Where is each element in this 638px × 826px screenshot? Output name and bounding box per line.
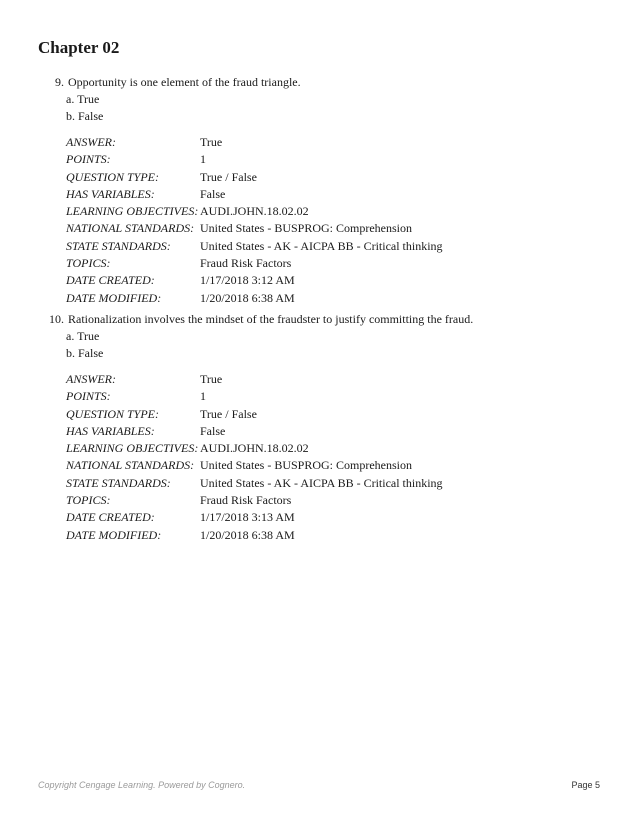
meta-row — [66, 220, 608, 237]
meta-value: Fraud Risk Factors — [200, 493, 292, 508]
question-number: 10. — [49, 312, 64, 326]
meta-value: United States - AK - AICPA BB - Critical thinking — [200, 238, 443, 253]
meta-label: POINTS: — [66, 152, 111, 167]
meta-label: STATE STANDARDS: — [66, 475, 171, 490]
meta-value: United States - AK - AICPA BB - Critical thinking — [200, 475, 443, 490]
meta-row — [66, 371, 608, 388]
meta-value: False — [200, 186, 226, 201]
meta-value: AUDI.JOHN.18.02.02 — [200, 441, 309, 456]
answer-option: b. False — [66, 109, 104, 123]
meta-label: HAS VARIABLES: — [66, 423, 155, 438]
meta-row — [66, 423, 608, 440]
meta-row — [66, 169, 608, 186]
meta-value: United States - BUSPROG: Comprehension — [200, 458, 412, 473]
question-number: 9. — [55, 75, 64, 89]
meta-label: DATE MODIFIED: — [66, 290, 162, 305]
page-footer — [38, 780, 600, 790]
meta-row — [66, 203, 608, 220]
meta-label: POINTS: — [66, 389, 111, 404]
meta-row — [66, 186, 608, 203]
question-block — [38, 310, 608, 544]
meta-row — [66, 272, 608, 289]
meta-row — [66, 290, 608, 307]
question-text: Opportunity is one element of the fraud triangle. — [68, 75, 301, 89]
meta-label: LEARNING OBJECTIVES: — [66, 204, 199, 219]
meta-value: 1/17/2018 3:12 AM — [200, 273, 295, 288]
question-block — [38, 73, 608, 307]
meta-label: DATE MODIFIED: — [66, 527, 162, 542]
meta-value: True / False — [200, 169, 257, 184]
meta-value: 1/20/2018 6:38 AM — [200, 527, 295, 542]
meta-row — [66, 238, 608, 255]
meta-row — [66, 388, 608, 405]
question-metadata — [66, 134, 608, 307]
meta-label: HAS VARIABLES: — [66, 186, 155, 201]
meta-label: ANSWER: — [66, 135, 116, 149]
meta-row — [66, 492, 608, 509]
meta-value: 1 — [200, 389, 206, 404]
meta-label: LEARNING OBJECTIVES: — [66, 441, 199, 456]
question-metadata — [66, 371, 608, 544]
meta-label: ANSWER: — [66, 372, 116, 386]
question-line — [38, 310, 608, 328]
meta-label: STATE STANDARDS: — [66, 238, 171, 253]
meta-label: NATIONAL STANDARDS: — [66, 458, 195, 473]
meta-label: QUESTION TYPE: — [66, 169, 160, 184]
meta-row — [66, 527, 608, 544]
meta-label: NATIONAL STANDARDS: — [66, 221, 195, 236]
meta-label: DATE CREATED: — [66, 510, 155, 525]
meta-value: 1/17/2018 3:13 AM — [200, 510, 295, 525]
meta-value: True — [200, 372, 223, 386]
page-number: Page 5 — [571, 780, 600, 790]
meta-label: QUESTION TYPE: — [66, 406, 160, 421]
question-line — [38, 73, 608, 91]
meta-value: 1 — [200, 152, 206, 167]
meta-value: United States - BUSPROG: Comprehension — [200, 221, 412, 236]
meta-value: AUDI.JOHN.18.02.02 — [200, 204, 309, 219]
meta-row — [66, 255, 608, 272]
question-text: Rationalization involves the mindset of the fraudster to justify committing the fraud. — [68, 312, 474, 326]
meta-row — [66, 509, 608, 526]
meta-label: TOPICS: — [66, 493, 111, 508]
meta-value: 1/20/2018 6:38 AM — [200, 290, 295, 305]
meta-row — [66, 406, 608, 423]
meta-row — [66, 475, 608, 492]
meta-value: True / False — [200, 406, 257, 421]
meta-value: Fraud Risk Factors — [200, 256, 292, 271]
answer-option: b. False — [66, 346, 104, 360]
meta-row — [66, 457, 608, 474]
meta-row — [66, 134, 608, 151]
meta-value: False — [200, 423, 226, 438]
meta-label: DATE CREATED: — [66, 273, 155, 288]
meta-row — [66, 151, 608, 168]
chapter-title: Chapter 02 — [38, 38, 120, 57]
meta-value: True — [200, 135, 223, 149]
meta-label: TOPICS: — [66, 256, 111, 271]
copyright-notice: Copyright Cengage Learning. Powered by Cognero. — [38, 780, 246, 790]
meta-row — [66, 440, 608, 457]
answer-option: a. True — [66, 329, 100, 343]
answer-option: a. True — [66, 92, 100, 106]
